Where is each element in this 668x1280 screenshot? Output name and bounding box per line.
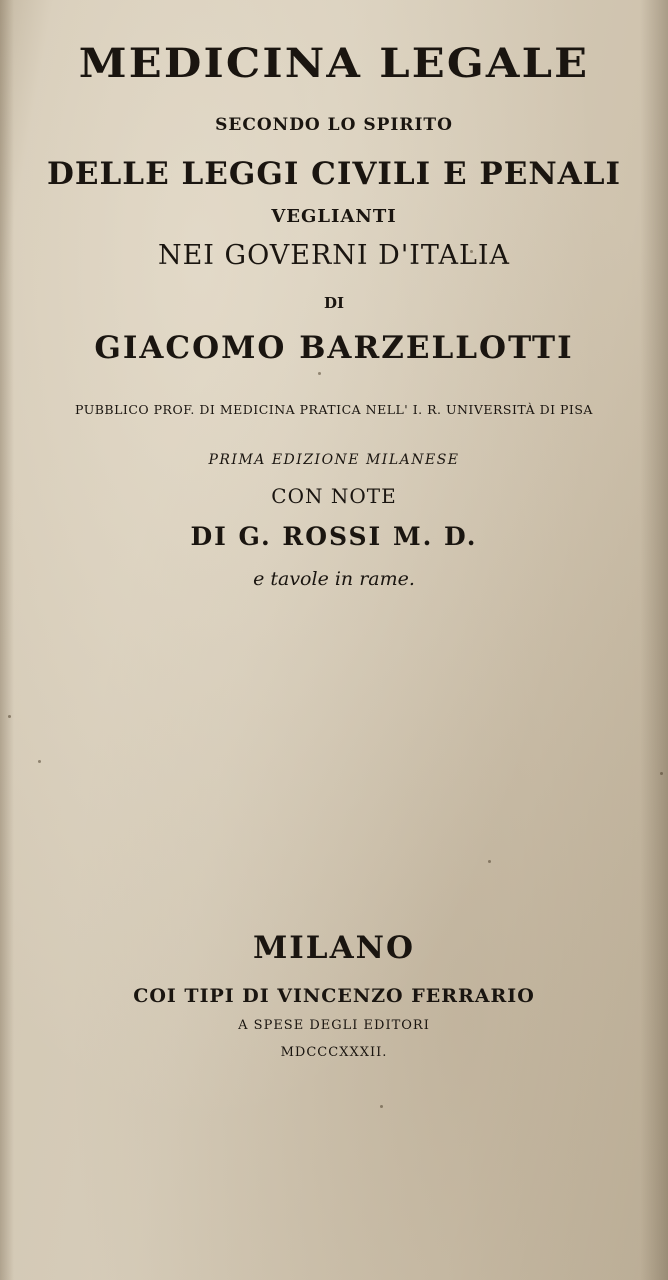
paper-speck	[660, 772, 663, 775]
imprint-printer: COI TIPI DI VINCENZO FERRARIO	[133, 985, 535, 1007]
subtitle-line-4: NEI GOVERNI D'ITALIA	[157, 240, 511, 271]
subtitle-line-2: DELLE LEGGI CIVILI E PENALI	[46, 156, 622, 192]
paper-speck	[8, 715, 11, 718]
paper-speck	[318, 372, 321, 375]
paper-speck	[488, 860, 491, 863]
subtitle-line-3: VEGLIANTI	[271, 206, 397, 227]
imprint-year: MDCCCXXXII.	[280, 1045, 388, 1060]
book-title: MEDICINA LEGALE	[78, 40, 590, 87]
edition-label: PRIMA EDIZIONE MILANESE	[208, 452, 460, 468]
notes-author: DI G. ROSSI M. D.	[190, 522, 478, 551]
paper-speck	[380, 1105, 383, 1108]
author-name: GIACOMO BARZELLOTTI	[94, 330, 574, 366]
plates-note: e tavole in rame.	[253, 568, 415, 590]
subtitle-line-1: SECONDO LO SPIRITO	[215, 115, 453, 135]
notes-intro: CON NOTE	[271, 484, 397, 508]
imprint-city: MILANO	[252, 930, 415, 966]
author-position: PUBBLICO PROF. DI MEDICINA PRATICA NELL' I. R. UNIVERSITÀ DI PISA	[75, 402, 593, 417]
page-right-edge-shadow	[640, 0, 668, 1280]
page-left-edge-shadow	[0, 0, 14, 1280]
imprint-publisher-note: A SPESE DEGLI EDITORI	[238, 1018, 430, 1033]
by-label: DI	[323, 294, 345, 312]
paper-speck	[38, 760, 41, 763]
